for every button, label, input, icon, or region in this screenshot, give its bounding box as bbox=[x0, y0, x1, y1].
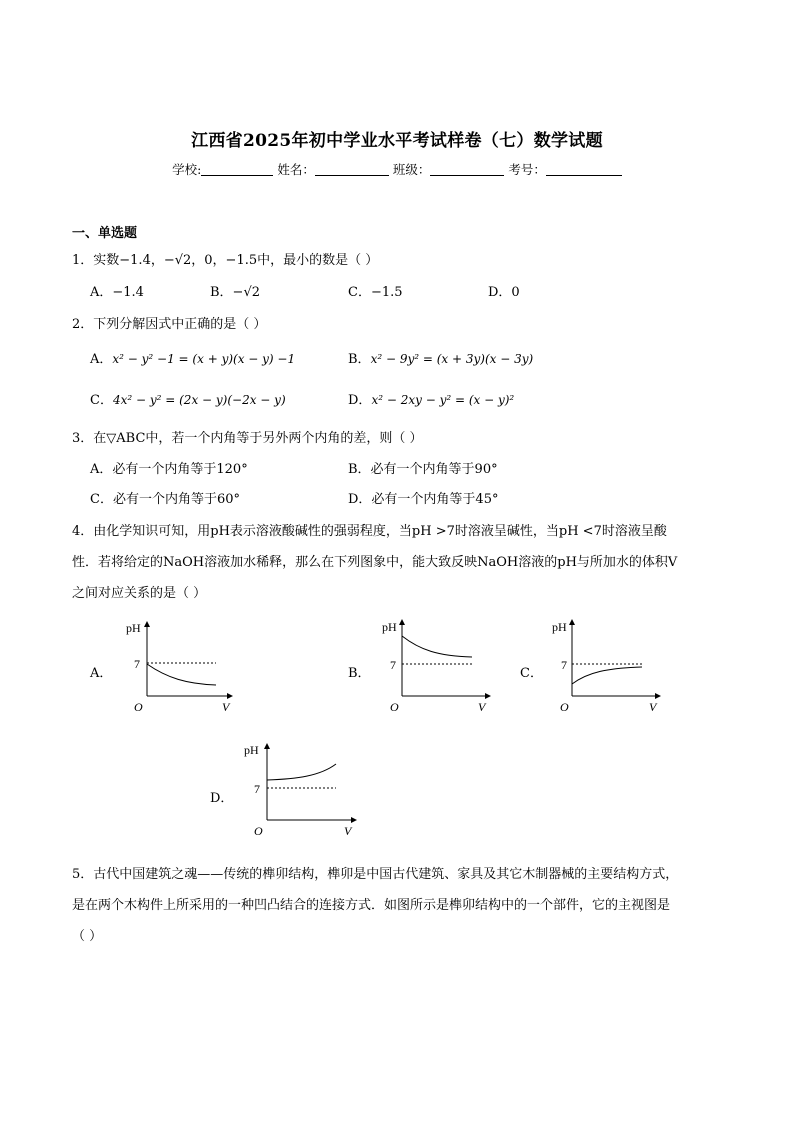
q3-option-a: A．必有一个内角等于120° bbox=[90, 462, 248, 477]
q2-option-b: B．x² − 9y² = (x + 3y)(x − 3y) bbox=[348, 352, 534, 367]
x-axis-label: V bbox=[344, 824, 352, 838]
q4-graph-a bbox=[122, 618, 234, 716]
ph-curve bbox=[402, 636, 472, 657]
origin-label: O bbox=[254, 824, 263, 838]
q3-stem: 3．在▽ABC中，若一个内角等于另外两个内角的差，则（ ） bbox=[72, 431, 423, 446]
q4-option-a-label: A． bbox=[90, 666, 113, 681]
q5-stem-line2: 是在两个木构件上所采用的一种凹凸结合的连接方式．如图所示是榫卯结构中的一个部件，它的主视图是 bbox=[72, 898, 671, 913]
x-axis-label: V bbox=[478, 700, 486, 714]
q4-graph-b bbox=[380, 618, 492, 716]
q3-option-b: B．必有一个内角等于90° bbox=[348, 462, 498, 477]
q1-stem: 1．实数−1.4，−√2，0，−1.5中，最小的数是（ ） bbox=[72, 253, 379, 268]
origin-label: O bbox=[560, 700, 569, 714]
q3-option-c: C．必有一个内角等于60° bbox=[90, 492, 240, 507]
student-info-line bbox=[0, 160, 794, 178]
q4-option-b-label: B． bbox=[348, 666, 371, 681]
section-title: 一、单选题 bbox=[72, 226, 138, 241]
tick-7: 7 bbox=[254, 782, 260, 796]
number-blank bbox=[546, 163, 622, 176]
q3-option-d: D．必有一个内角等于45° bbox=[348, 492, 499, 507]
y-axis-label: pH bbox=[552, 620, 567, 634]
name-label: 姓名： bbox=[277, 162, 315, 177]
q4-option-c-label: C． bbox=[520, 666, 543, 681]
q5-stem-line1: 5．古代中国建筑之魂——传统的榫卯结构，榫卯是中国古代建筑、家具及其它木制器械的主要结构方式， bbox=[72, 867, 679, 882]
x-axis-label: V bbox=[222, 700, 230, 714]
q1-option-b: B．−√2 bbox=[210, 285, 261, 300]
name-blank bbox=[315, 163, 389, 176]
school-label: 学校: bbox=[172, 162, 202, 177]
q1-option-d: D．0 bbox=[488, 285, 520, 300]
q4-stem-line3: 之间对应关系的是（ ） bbox=[72, 586, 207, 601]
tick-7: 7 bbox=[390, 658, 396, 672]
q2-option-d: D．x² − 2xy − y² = (x − y)² bbox=[348, 393, 515, 408]
q4-graph-c bbox=[552, 618, 664, 716]
y-axis-label: pH bbox=[126, 621, 141, 635]
ph-curve bbox=[572, 667, 642, 684]
y-axis-label: pH bbox=[244, 743, 259, 757]
tick-7: 7 bbox=[134, 657, 140, 671]
q4-graph-d bbox=[242, 742, 360, 840]
y-axis-label: pH bbox=[382, 620, 397, 634]
ph-curve bbox=[267, 764, 336, 780]
q2-option-c: C．4x² − y² = (2x − y)(−2x − y) bbox=[90, 393, 286, 408]
origin-label: O bbox=[134, 700, 143, 714]
q4-stem-line2: 性．若将给定的NaOH溶液加水稀释，那么在下列图象中，能大致反映NaOH溶液的pH与所加水的体积V bbox=[72, 555, 678, 570]
class-blank bbox=[430, 163, 504, 176]
q2-option-a: A．x² − y² −1 = (x + y)(x − y) −1 bbox=[90, 352, 296, 367]
x-axis-label: V bbox=[649, 700, 657, 714]
class-label: 班级： bbox=[392, 162, 431, 177]
ph-curve bbox=[147, 664, 216, 685]
q5-stem-line3: （ ） bbox=[72, 929, 103, 944]
number-label: 考号： bbox=[508, 162, 546, 177]
school-blank bbox=[201, 163, 273, 176]
q1-option-c: C．−1.5 bbox=[348, 285, 403, 300]
q4-option-d-label: D． bbox=[210, 791, 234, 806]
page-title: 江西省2025年初中学业水平考试样卷（七）数学试题 bbox=[191, 131, 603, 151]
q1-option-a: A．−1.4 bbox=[90, 285, 144, 300]
origin-label: O bbox=[390, 700, 399, 714]
tick-7: 7 bbox=[561, 658, 567, 672]
q4-stem-line1: 4．由化学知识可知，用pH表示溶液酸碱性的强弱程度，当pH >7时溶液呈碱性，当pH <7时溶液呈酸 bbox=[72, 524, 667, 539]
q2-stem: 2．下列分解因式中正确的是（ ） bbox=[72, 317, 267, 332]
